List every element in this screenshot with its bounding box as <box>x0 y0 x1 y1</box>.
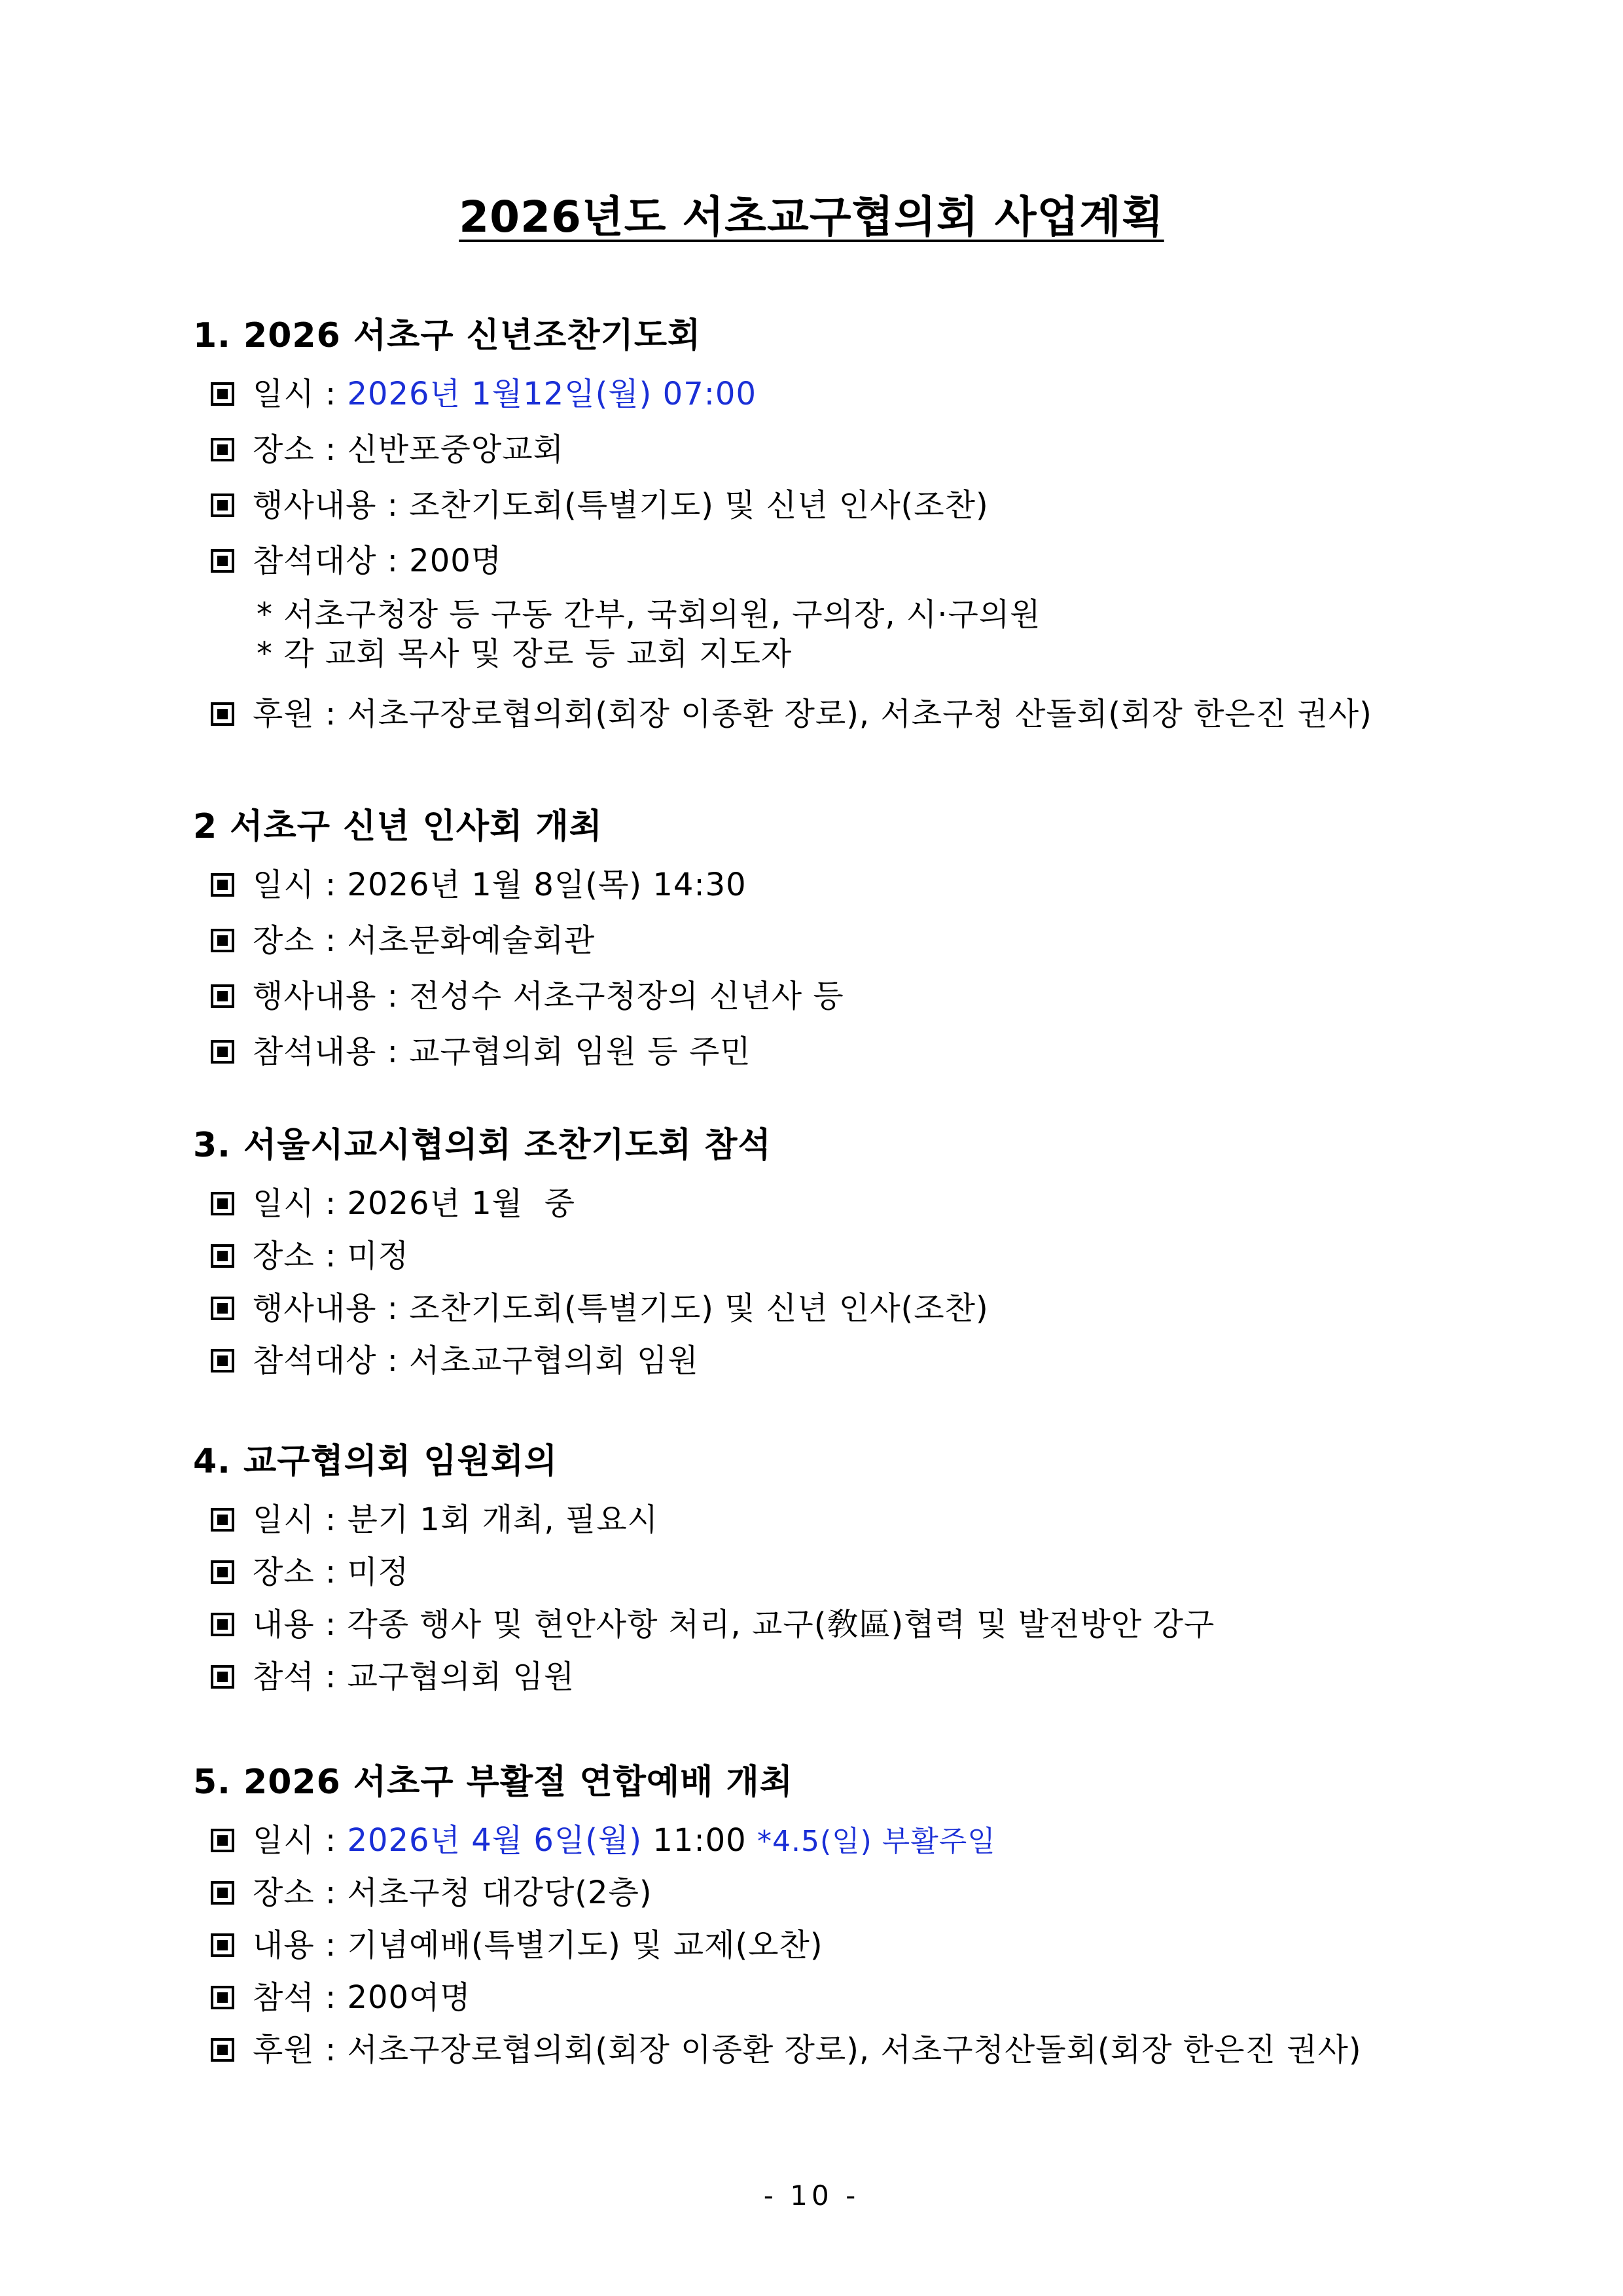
checkbox-marker-icon <box>211 873 234 897</box>
checkbox-marker-icon <box>211 1297 234 1320</box>
checkbox-marker-icon <box>211 1508 234 1532</box>
section-2-place: 장소 : 서초문화예술회관 <box>211 915 595 960</box>
checkbox-marker-icon <box>211 984 234 1008</box>
checkbox-marker-icon <box>211 1881 234 1905</box>
page-title: 2026년도 서초교구협의회 사업계획 <box>459 192 1164 242</box>
checkbox-marker-icon <box>211 1349 234 1372</box>
section-5-sponsor: 후원 : 서초구장로협의회(회장 이종환 장로), 서초구청산돌회(회장 한은진 권사) <box>211 2024 1362 2070</box>
section-5-heading: 5. 2026 서초구 부활절 연합예배 개최 <box>193 1763 793 1802</box>
section-1-content: 행사내용 : 조찬기도회(특별기도) 및 신년 인사(조찬) <box>211 480 989 525</box>
checkbox-marker-icon <box>211 438 234 461</box>
section-5-content: 내용 : 기념예배(특별기도) 및 교제(오찬) <box>211 1920 823 1965</box>
section-2-content: 행사내용 : 전성수 서초구청장의 신년사 등 <box>211 971 844 1016</box>
checkbox-marker-icon <box>211 702 234 726</box>
section-4-date: 일시 : 분기 1회 개최, 필요시 <box>211 1494 658 1539</box>
checkbox-marker-icon <box>211 1986 234 2009</box>
checkbox-marker-icon <box>211 1933 234 1957</box>
checkbox-marker-icon <box>211 2038 234 2062</box>
section-3-date: 일시 : 2026년 1월 중 <box>211 1178 575 1223</box>
checkbox-marker-icon <box>211 1192 234 1215</box>
section-5-date: 일시 : 2026년 4월 6일(월) 11:00 *4.5(일) 부활주일 <box>211 1815 996 1860</box>
section-4-attendees: 참석 : 교구협의회 임원 <box>211 1651 575 1696</box>
checkbox-marker-icon <box>211 1613 234 1636</box>
section-3-content: 행사내용 : 조찬기도회(특별기도) 및 신년 인사(조찬) <box>211 1283 989 1328</box>
section-1-attendees: 참석대상 : 200명 <box>211 535 502 581</box>
section-1-note-2: * 각 교회 목사 및 장로 등 교회 지도자 <box>257 636 793 672</box>
checkbox-marker-icon <box>211 1560 234 1584</box>
section-3-heading: 3. 서울시교시협의회 조찬기도회 참석 <box>193 1126 772 1165</box>
section-1-note-1: * 서초구청장 등 구동 간부, 국회의원, 구의장, 시·구의원 <box>257 596 1041 633</box>
checkbox-marker-icon <box>211 493 234 517</box>
section-1-place: 장소 : 신반포중앙교회 <box>211 424 564 469</box>
section-3-attendees: 참석대상 : 서초교구협의회 임원 <box>211 1335 699 1380</box>
checkbox-marker-icon <box>211 929 234 952</box>
section-2-date: 일시 : 2026년 1월 8일(목) 14:30 <box>211 859 747 905</box>
section-5-place: 장소 : 서초구청 대강당(2층) <box>211 1867 652 1912</box>
section-1-heading: 1. 2026 서초구 신년조찬기도회 <box>193 316 702 355</box>
section-4-content: 내용 : 각종 행사 및 현안사항 처리, 교구(敎區)협력 및 발전방안 강구 <box>211 1599 1215 1644</box>
section-1-sponsor: 후원 : 서초구장로협의회(회장 이종환 장로), 서초구청 산돌회(회장 한은진 권사) <box>211 689 1372 734</box>
section-4-heading: 4. 교구협의회 임원회의 <box>193 1442 558 1481</box>
checkbox-marker-icon <box>211 549 234 573</box>
section-5-attendees: 참석 : 200여명 <box>211 1972 471 2017</box>
section-2-attendees: 참석내용 : 교구협의회 임원 등 주민 <box>211 1026 751 1071</box>
section-2-heading: 2 서초구 신년 인사회 개최 <box>193 807 603 846</box>
page-number: - 10 - <box>763 2179 860 2212</box>
checkbox-marker-icon <box>211 1665 234 1689</box>
checkbox-marker-icon <box>211 1244 234 1268</box>
checkbox-marker-icon <box>211 382 234 406</box>
section-4-place: 장소 : 미정 <box>211 1547 409 1592</box>
section-1-date: 일시 : 2026년 1월12일(월) 07:00 <box>211 368 757 414</box>
checkbox-marker-icon <box>211 1040 234 1064</box>
checkbox-marker-icon <box>211 1829 234 1852</box>
section-3-place: 장소 : 미정 <box>211 1230 409 1276</box>
